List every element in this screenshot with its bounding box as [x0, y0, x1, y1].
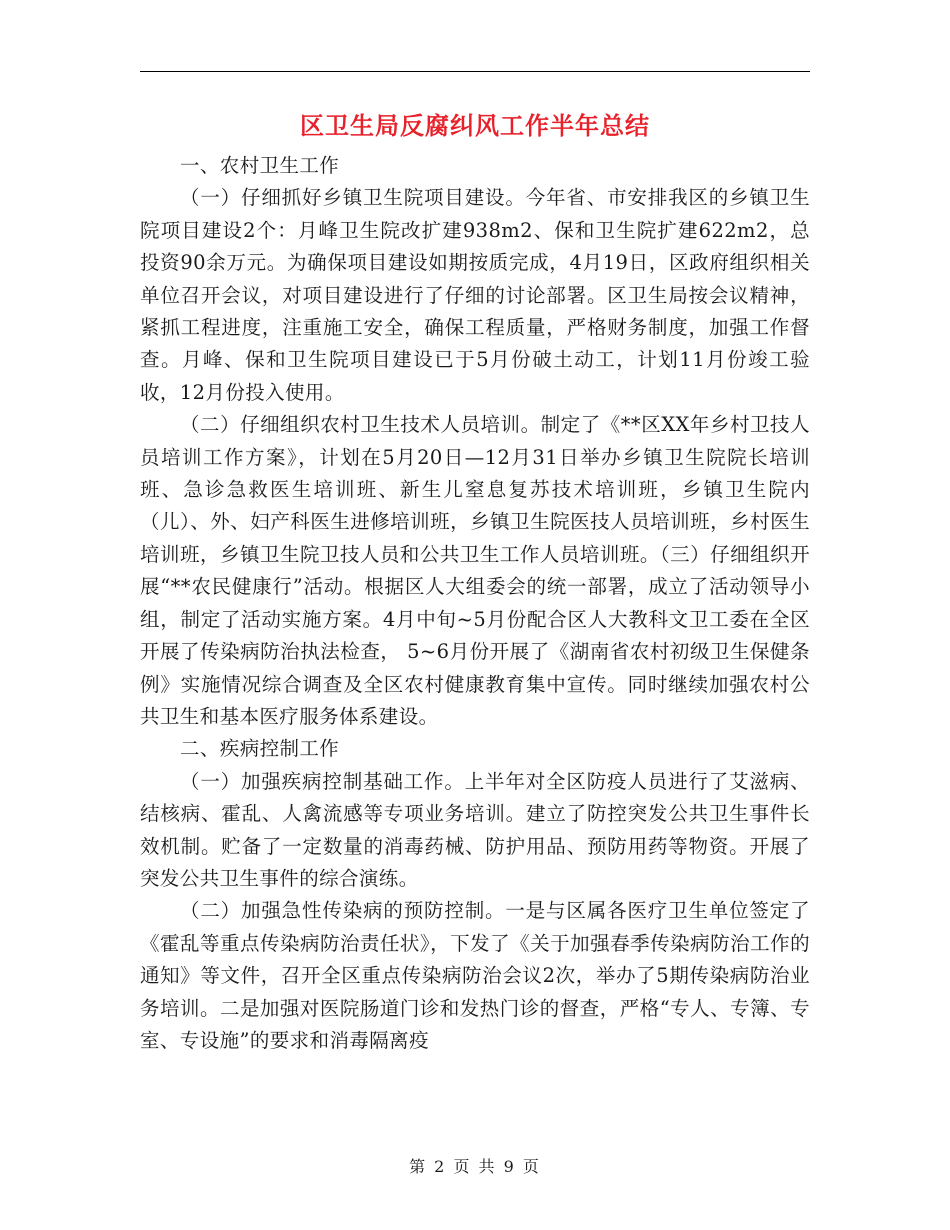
paragraph-rural-staff-training: （二）仔细组织农村卫生技术人员培训。制定了《**区XX年乡村卫技人员培训工作方案》，计划在5月20日—12月31日举办乡镇卫生院院长培训班、急诊急救医生培训班、新生儿窒息复苏技术培训班，乡镇卫生院内（儿）、外、妇产科医生进修培训班，乡镇卫生院医技人员培训班，乡村医生培训班，乡镇卫生院卫技人员和公共卫生工作人员培训班。（三）仔细组织开展“**农民健康行”活动。根据区人大组委会的统一部署，成立了活动领导小组，制定了活动实施方案。4月中旬~5月份配合区人大教科文卫工委在全区开展了传染病防治执法检查， 5~6月份开展了《湖南省农村初级卫生保健条例》实施情况综合调查及全区农村健康教育集中宣传。同时继续加强农村公共卫生和基本医疗服务体系建设。 [140, 413, 810, 728]
header-rule [140, 71, 810, 72]
page-number-footer: 第 2 页 共 9 页 [409, 1157, 541, 1176]
section-heading-rural-health: 一、农村卫生工作 [180, 154, 340, 177]
paragraph-acute-infectious-disease: （二）加强急性传染病的预防控制。一是与区属各医疗卫生单位签定了《霍乱等重点传染病防治责任状》，下发了《关于加强春季传染病防治工作的通知》等文件，召开全区重点传染病防治会议2次，举办了5期传染病防治业务培训。二是加强对医院肠道门诊和发热门诊的督查，严格“专人、专簿、专室、专设施”的要求和消毒隔离疫 [140, 899, 810, 1052]
document-body [140, 150, 810, 1057]
document-title: 区卫生局反腐纠风工作半年总结 [300, 111, 650, 140]
paragraph-disease-control-basics: （一）加强疾病控制基础工作。上半年对全区防疫人员进行了艾滋病、结核病、霍乱、人禽流感等专项业务培训。建立了防控突发公共卫生事件长效机制。贮备了一定数量的消毒药械、防护用品、预防用药等物资。开展了突发公共卫生事件的综合演练。 [140, 769, 810, 890]
paragraph-township-hospital-projects: （一）仔细抓好乡镇卫生院项目建设。今年省、市安排我区的乡镇卫生院项目建设2个：月峰卫生院改扩建938m2、保和卫生院扩建622m2，总投资90余万元。为确保项目建设如期按质完成，4月19日，区政府组织相关单位召开会议，对项目建设进行了仔细的讨论部署。区卫生局按会议精神，紧抓工程进度，注重施工安全，确保工程质量，严格财务制度，加强工作督查。月峰、保和卫生院项目建设已于5月份破土动工，计划11月份竣工验收，12月份投入使用。 [140, 186, 810, 404]
section-heading-disease-control: 二、疾病控制工作 [180, 737, 340, 761]
